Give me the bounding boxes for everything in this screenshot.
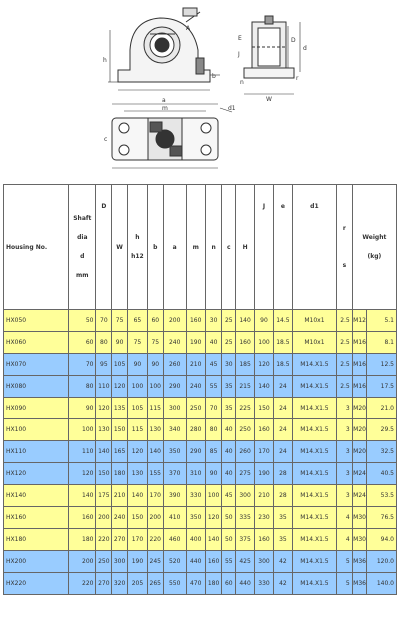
cell-d1: M14.X1.5 bbox=[292, 397, 336, 419]
cell-d1: M14.X1.5 bbox=[292, 528, 336, 550]
header-h bbox=[127, 185, 147, 310]
cell-r: 5 bbox=[336, 572, 352, 594]
table-row bbox=[4, 353, 397, 375]
cell-b: 245 bbox=[147, 550, 163, 572]
header-h12-word: h12 bbox=[131, 253, 144, 260]
cell-r: 2.5 bbox=[336, 331, 352, 353]
side-view-label-b: b bbox=[212, 73, 216, 80]
bottom-view-drawing bbox=[104, 97, 236, 168]
cell-weight: 76.5 bbox=[367, 507, 397, 529]
header-j: J bbox=[255, 185, 274, 310]
header-weight-word: Weight bbox=[362, 234, 387, 241]
cell-h: 130 bbox=[127, 463, 147, 485]
cell-weight: 32.5 bbox=[367, 441, 397, 463]
cell-n: 80 bbox=[205, 419, 222, 441]
cell-housing-no: HX110 bbox=[4, 441, 69, 463]
cell-e: 28 bbox=[273, 485, 292, 507]
cell-housing-no: HX140 bbox=[4, 485, 69, 507]
cell-a: 200 bbox=[163, 310, 186, 332]
cell-c: 55 bbox=[222, 550, 236, 572]
cell-housing-no: HX200 bbox=[4, 550, 69, 572]
side-view-label-h: h bbox=[103, 57, 107, 64]
cell-h-total: 275 bbox=[236, 463, 255, 485]
cell-h: 90 bbox=[127, 353, 147, 375]
cell-s: M16 bbox=[352, 331, 367, 353]
cell-r: 4 bbox=[336, 507, 352, 529]
cell-d-outer: 150 bbox=[96, 463, 112, 485]
cell-s: M12 bbox=[352, 310, 367, 332]
cell-h: 115 bbox=[127, 419, 147, 441]
header-b: b bbox=[147, 185, 163, 310]
header-n: n bbox=[205, 185, 222, 310]
cell-s: M30 bbox=[352, 528, 367, 550]
cell-s: M20 bbox=[352, 397, 367, 419]
cell-a: 300 bbox=[163, 397, 186, 419]
cell-housing-no: HX070 bbox=[4, 353, 69, 375]
cell-r: 5 bbox=[336, 550, 352, 572]
cell-shaft-dia: 90 bbox=[69, 397, 96, 419]
front-view-label-r: r bbox=[296, 75, 299, 82]
cell-r: 3 bbox=[336, 463, 352, 485]
cell-r: 2.5 bbox=[336, 353, 352, 375]
header-w: W bbox=[112, 185, 128, 310]
cell-b: 90 bbox=[147, 353, 163, 375]
cell-n: 40 bbox=[205, 331, 222, 353]
cell-c: 35 bbox=[222, 375, 236, 397]
cell-d-outer: 95 bbox=[96, 353, 112, 375]
cell-weight: 94.0 bbox=[367, 528, 397, 550]
cell-n: 160 bbox=[205, 550, 222, 572]
cell-housing-no: HX050 bbox=[4, 310, 69, 332]
cell-housing-no: HX180 bbox=[4, 528, 69, 550]
header-shaft-word: Shaft bbox=[73, 215, 92, 222]
front-view-drawing bbox=[237, 16, 307, 103]
front-view-label-d-lower: d bbox=[303, 45, 307, 52]
table-row bbox=[4, 463, 397, 485]
cell-housing-no: HX120 bbox=[4, 463, 69, 485]
cell-d1: M10x1 bbox=[292, 310, 336, 332]
cell-h-total: 375 bbox=[236, 528, 255, 550]
cell-h-total: 440 bbox=[236, 572, 255, 594]
cell-c: 40 bbox=[222, 441, 236, 463]
cell-m: 330 bbox=[186, 485, 205, 507]
cell-j: 230 bbox=[255, 507, 274, 529]
cell-m: 280 bbox=[186, 419, 205, 441]
cell-a: 260 bbox=[163, 353, 186, 375]
cell-j: 330 bbox=[255, 572, 274, 594]
cell-m: 250 bbox=[186, 397, 205, 419]
cell-d-outer: 270 bbox=[96, 572, 112, 594]
cell-e: 35 bbox=[273, 507, 292, 529]
cell-w: 150 bbox=[112, 419, 128, 441]
cell-w: 135 bbox=[112, 397, 128, 419]
side-view-drawing bbox=[103, 8, 220, 90]
cell-j: 100 bbox=[255, 331, 274, 353]
header-mm-word: mm bbox=[76, 272, 89, 279]
cell-c: 50 bbox=[222, 507, 236, 529]
technical-drawings bbox=[0, 0, 400, 182]
cell-b: 115 bbox=[147, 397, 163, 419]
cell-w: 75 bbox=[112, 310, 128, 332]
cell-c: 40 bbox=[222, 419, 236, 441]
cell-shaft-dia: 160 bbox=[69, 507, 96, 529]
table-row bbox=[4, 550, 397, 572]
cell-housing-no: HX090 bbox=[4, 397, 69, 419]
table-row bbox=[4, 419, 397, 441]
cell-housing-no: HX220 bbox=[4, 572, 69, 594]
table-row bbox=[4, 331, 397, 353]
cell-m: 190 bbox=[186, 331, 205, 353]
cell-d-outer: 80 bbox=[96, 331, 112, 353]
cell-n: 120 bbox=[205, 507, 222, 529]
cell-n: 100 bbox=[205, 485, 222, 507]
cell-h: 65 bbox=[127, 310, 147, 332]
cell-n: 45 bbox=[205, 353, 222, 375]
cell-w: 300 bbox=[112, 550, 128, 572]
cell-c: 45 bbox=[222, 485, 236, 507]
cell-h-total: 300 bbox=[236, 485, 255, 507]
cell-e: 24 bbox=[273, 441, 292, 463]
cell-a: 550 bbox=[163, 572, 186, 594]
cell-a: 390 bbox=[163, 485, 186, 507]
cell-h-total: 250 bbox=[236, 419, 255, 441]
cell-h-total: 260 bbox=[236, 441, 255, 463]
cell-h: 170 bbox=[127, 528, 147, 550]
cell-e: 42 bbox=[273, 550, 292, 572]
cell-d1: M14.X1.5 bbox=[292, 572, 336, 594]
cell-m: 160 bbox=[186, 310, 205, 332]
cell-d1: M10x1 bbox=[292, 331, 336, 353]
cell-s: M20 bbox=[352, 441, 367, 463]
cell-j: 170 bbox=[255, 441, 274, 463]
cell-e: 24 bbox=[273, 375, 292, 397]
cell-r: 3 bbox=[336, 419, 352, 441]
header-d-outer: D bbox=[96, 185, 112, 310]
header-h-total: H bbox=[236, 185, 255, 310]
header-c: c bbox=[222, 185, 236, 310]
cell-j: 160 bbox=[255, 528, 274, 550]
cell-m: 470 bbox=[186, 572, 205, 594]
cell-s: M24 bbox=[352, 463, 367, 485]
cell-w: 105 bbox=[112, 353, 128, 375]
cell-d1: M14.X1.5 bbox=[292, 441, 336, 463]
cell-weight: 140.0 bbox=[367, 572, 397, 594]
cell-e: 24 bbox=[273, 419, 292, 441]
cell-b: 155 bbox=[147, 463, 163, 485]
cell-w: 240 bbox=[112, 507, 128, 529]
bottom-view-label-c: c bbox=[104, 136, 108, 143]
cell-m: 310 bbox=[186, 463, 205, 485]
cell-m: 240 bbox=[186, 375, 205, 397]
cell-shaft-dia: 180 bbox=[69, 528, 96, 550]
cell-n: 30 bbox=[205, 310, 222, 332]
cell-shaft-dia: 220 bbox=[69, 572, 96, 594]
cell-shaft-dia: 200 bbox=[69, 550, 96, 572]
cell-n: 85 bbox=[205, 441, 222, 463]
header-r-word: r bbox=[342, 225, 346, 232]
cell-c: 50 bbox=[222, 528, 236, 550]
front-view-label-n: n bbox=[240, 79, 244, 86]
cell-weight: 21.0 bbox=[367, 397, 397, 419]
front-view-label-d-upper: D bbox=[291, 37, 296, 44]
cell-w: 90 bbox=[112, 331, 128, 353]
header-shaft-dia bbox=[69, 185, 96, 310]
cell-d-outer: 110 bbox=[96, 375, 112, 397]
cell-a: 410 bbox=[163, 507, 186, 529]
cell-m: 290 bbox=[186, 441, 205, 463]
cell-s: M16 bbox=[352, 353, 367, 375]
cell-d-outer: 140 bbox=[96, 441, 112, 463]
cell-b: 130 bbox=[147, 419, 163, 441]
cell-d1: M14.X1.5 bbox=[292, 485, 336, 507]
table-row bbox=[4, 572, 397, 594]
table-row bbox=[4, 485, 397, 507]
cell-n: 70 bbox=[205, 397, 222, 419]
cell-h-total: 335 bbox=[236, 507, 255, 529]
cell-housing-no: HX060 bbox=[4, 331, 69, 353]
cell-a: 290 bbox=[163, 375, 186, 397]
cell-weight: 29.5 bbox=[367, 419, 397, 441]
cell-d1: M14.X1.5 bbox=[292, 463, 336, 485]
cell-weight: 8.1 bbox=[367, 331, 397, 353]
cell-j: 90 bbox=[255, 310, 274, 332]
cell-shaft-dia: 110 bbox=[69, 441, 96, 463]
cell-j: 210 bbox=[255, 485, 274, 507]
cell-shaft-dia: 80 bbox=[69, 375, 96, 397]
cell-weight: 40.5 bbox=[367, 463, 397, 485]
cell-c: 40 bbox=[222, 463, 236, 485]
cell-e: 18.5 bbox=[273, 353, 292, 375]
bottom-view-label-a: a bbox=[162, 97, 166, 104]
cell-weight: 12.5 bbox=[367, 353, 397, 375]
cell-h: 105 bbox=[127, 397, 147, 419]
cell-n: 55 bbox=[205, 375, 222, 397]
cell-b: 265 bbox=[147, 572, 163, 594]
header-a: a bbox=[163, 185, 186, 310]
cell-h-total: 425 bbox=[236, 550, 255, 572]
cell-e: 28 bbox=[273, 463, 292, 485]
cell-a: 340 bbox=[163, 419, 186, 441]
cell-a: 370 bbox=[163, 463, 186, 485]
cell-shaft-dia: 50 bbox=[69, 310, 96, 332]
cell-h-total: 225 bbox=[236, 397, 255, 419]
cell-j: 120 bbox=[255, 353, 274, 375]
cell-e: 18.5 bbox=[273, 331, 292, 353]
cell-h-total: 215 bbox=[236, 375, 255, 397]
header-dia-word: dia bbox=[77, 234, 88, 241]
cell-d-outer: 175 bbox=[96, 485, 112, 507]
cell-j: 140 bbox=[255, 375, 274, 397]
cell-e: 35 bbox=[273, 528, 292, 550]
cell-m: 400 bbox=[186, 528, 205, 550]
cell-c: 25 bbox=[222, 310, 236, 332]
cell-d1: M14.X1.5 bbox=[292, 419, 336, 441]
cell-s: M20 bbox=[352, 419, 367, 441]
bottom-view-label-m: m bbox=[162, 105, 168, 112]
cell-b: 100 bbox=[147, 375, 163, 397]
cell-r: 2.5 bbox=[336, 375, 352, 397]
front-view-label-w: W bbox=[266, 96, 272, 103]
cell-h-total: 140 bbox=[236, 310, 255, 332]
cell-h: 190 bbox=[127, 550, 147, 572]
cell-a: 460 bbox=[163, 528, 186, 550]
table-row bbox=[4, 397, 397, 419]
cell-r: 3 bbox=[336, 441, 352, 463]
cell-w: 120 bbox=[112, 375, 128, 397]
cell-a: 520 bbox=[163, 550, 186, 572]
cell-d1: M14.X1.5 bbox=[292, 550, 336, 572]
cell-d1: M14.X1.5 bbox=[292, 353, 336, 375]
cell-d-outer: 70 bbox=[96, 310, 112, 332]
cell-m: 210 bbox=[186, 353, 205, 375]
header-weight bbox=[352, 185, 396, 310]
cell-housing-no: HX080 bbox=[4, 375, 69, 397]
cell-b: 200 bbox=[147, 507, 163, 529]
cell-s: M36 bbox=[352, 572, 367, 594]
cell-housing-no: HX160 bbox=[4, 507, 69, 529]
cell-d-outer: 200 bbox=[96, 507, 112, 529]
header-m: m bbox=[186, 185, 205, 310]
cell-h-total: 185 bbox=[236, 353, 255, 375]
header-kg-word: (kg) bbox=[367, 253, 382, 260]
cell-h: 100 bbox=[127, 375, 147, 397]
cell-w: 210 bbox=[112, 485, 128, 507]
cell-e: 14.5 bbox=[273, 310, 292, 332]
cell-c: 30 bbox=[222, 353, 236, 375]
cell-weight: 17.5 bbox=[367, 375, 397, 397]
table-row bbox=[4, 310, 397, 332]
cell-j: 300 bbox=[255, 550, 274, 572]
table-row bbox=[4, 441, 397, 463]
cell-d-outer: 130 bbox=[96, 419, 112, 441]
cell-b: 140 bbox=[147, 441, 163, 463]
cell-weight: 5.1 bbox=[367, 310, 397, 332]
housing-spec-table bbox=[3, 184, 397, 595]
side-view-label-a: A bbox=[186, 25, 191, 32]
cell-a: 350 bbox=[163, 441, 186, 463]
table-row bbox=[4, 528, 397, 550]
cell-b: 75 bbox=[147, 331, 163, 353]
header-d-word: d bbox=[80, 253, 85, 260]
cell-r: 4 bbox=[336, 528, 352, 550]
cell-j: 160 bbox=[255, 419, 274, 441]
cell-housing-no: HX100 bbox=[4, 419, 69, 441]
cell-c: 35 bbox=[222, 397, 236, 419]
cell-a: 240 bbox=[163, 331, 186, 353]
front-view-label-e: E bbox=[238, 35, 242, 42]
cell-h: 205 bbox=[127, 572, 147, 594]
cell-r: 3 bbox=[336, 397, 352, 419]
cell-j: 150 bbox=[255, 397, 274, 419]
cell-c: 25 bbox=[222, 331, 236, 353]
cell-shaft-dia: 60 bbox=[69, 331, 96, 353]
header-d1: d1 bbox=[292, 185, 336, 310]
cell-h: 75 bbox=[127, 331, 147, 353]
table-row bbox=[4, 507, 397, 529]
cell-n: 90 bbox=[205, 463, 222, 485]
cell-n: 140 bbox=[205, 528, 222, 550]
cell-e: 24 bbox=[273, 397, 292, 419]
cell-h: 120 bbox=[127, 441, 147, 463]
table-header-row bbox=[4, 185, 397, 310]
cell-d1: M14.X1.5 bbox=[292, 507, 336, 529]
cell-h: 140 bbox=[127, 485, 147, 507]
cell-h: 150 bbox=[127, 507, 147, 529]
cell-s: M24 bbox=[352, 485, 367, 507]
header-h-word: h bbox=[135, 234, 140, 241]
cell-r: 3 bbox=[336, 485, 352, 507]
cell-shaft-dia: 100 bbox=[69, 419, 96, 441]
cell-e: 42 bbox=[273, 572, 292, 594]
cell-s: M36 bbox=[352, 550, 367, 572]
cell-r: 2.5 bbox=[336, 310, 352, 332]
header-r bbox=[336, 185, 352, 310]
cell-n: 180 bbox=[205, 572, 222, 594]
header-s-word: s bbox=[342, 262, 347, 269]
header-housing-no: Housing No. bbox=[4, 185, 69, 310]
cell-weight: 120.0 bbox=[367, 550, 397, 572]
cell-d-outer: 120 bbox=[96, 397, 112, 419]
front-view-label-j: J bbox=[238, 51, 240, 58]
cell-shaft-dia: 70 bbox=[69, 353, 96, 375]
cell-shaft-dia: 120 bbox=[69, 463, 96, 485]
cell-w: 165 bbox=[112, 441, 128, 463]
cell-m: 350 bbox=[186, 507, 205, 529]
header-e: e bbox=[273, 185, 292, 310]
cell-h-total: 160 bbox=[236, 331, 255, 353]
cell-s: M30 bbox=[352, 507, 367, 529]
cell-m: 440 bbox=[186, 550, 205, 572]
cell-d-outer: 250 bbox=[96, 550, 112, 572]
cell-b: 170 bbox=[147, 485, 163, 507]
cell-weight: 53.5 bbox=[367, 485, 397, 507]
cell-w: 270 bbox=[112, 528, 128, 550]
cell-shaft-dia: 140 bbox=[69, 485, 96, 507]
cell-w: 180 bbox=[112, 463, 128, 485]
cell-d-outer: 220 bbox=[96, 528, 112, 550]
table-row bbox=[4, 375, 397, 397]
cell-b: 220 bbox=[147, 528, 163, 550]
cell-d1: M14.X1.5 bbox=[292, 375, 336, 397]
cell-j: 190 bbox=[255, 463, 274, 485]
bottom-view-label-d1: d1 bbox=[228, 105, 236, 112]
cell-c: 60 bbox=[222, 572, 236, 594]
cell-s: M16 bbox=[352, 375, 367, 397]
cell-w: 320 bbox=[112, 572, 128, 594]
cell-b: 60 bbox=[147, 310, 163, 332]
